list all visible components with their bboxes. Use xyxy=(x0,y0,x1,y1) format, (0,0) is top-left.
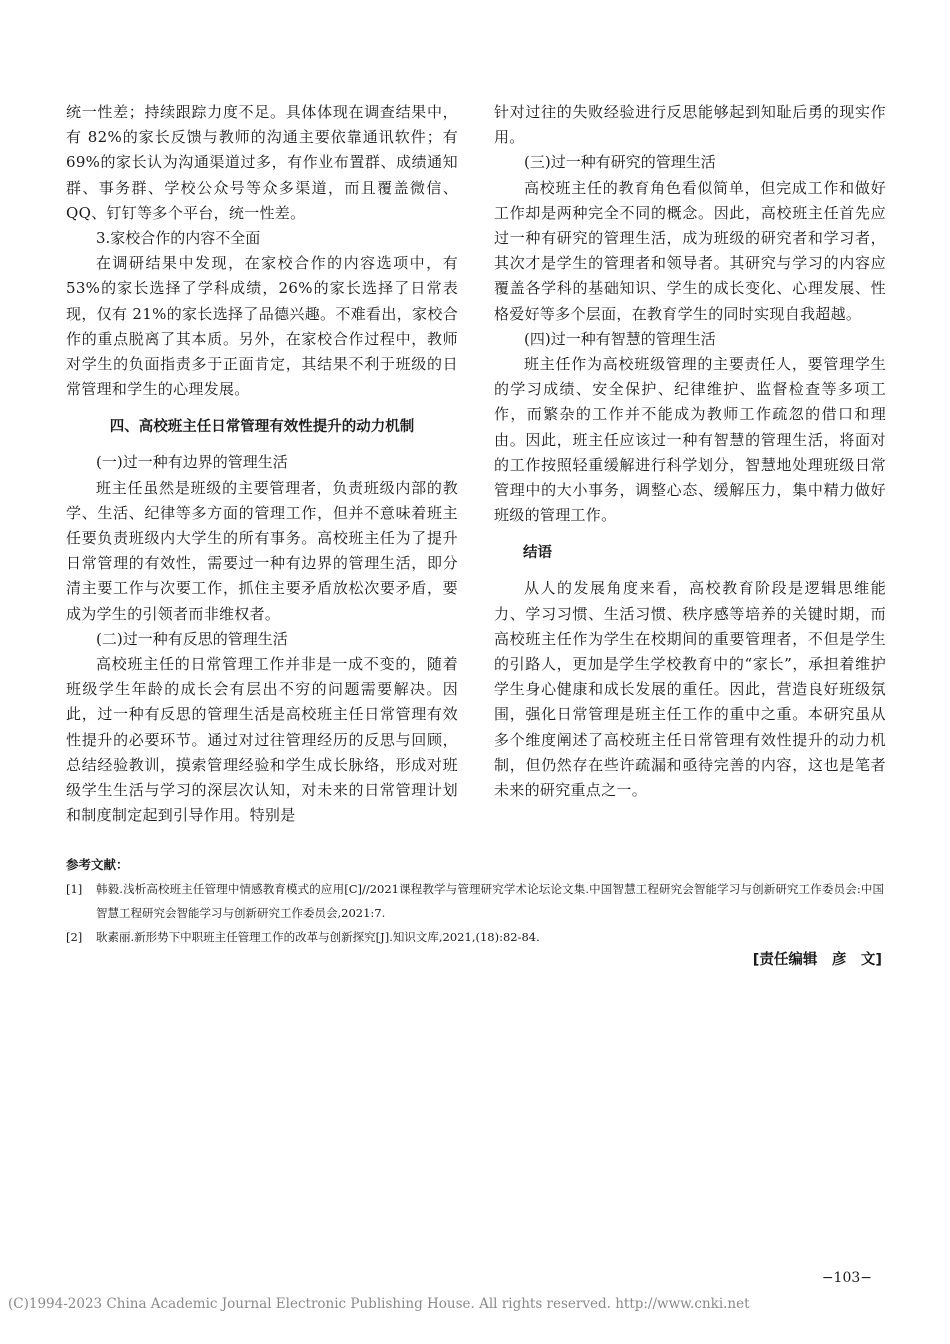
paragraph-continued: 统一性差；持续跟踪力度不足。具体体现在调查结果中，有 82%的家长反馈与教师的沟通主要依靠通讯软件；有 69%的家长认为沟通渠道过多，有作业布置群、成绩通知群、事务群、学校公众号等众多渠道，而且覆盖微信、QQ、钉钉等多个平台，统一性差。 xyxy=(66,103,458,222)
paragraph-research: 高校班主任的教育角色看似简单，但完成工作和做好工作却是两种完全不同的概念。因此，高校班主任首先应过一种有研究的管理生活，成为班级的研究者和学习者，其次才是学生的管理者和领导者。其研究与学习的内容应覆盖各学科的基础知识、学生的成长变化、心理发展、性格爱好等多个层面，在教育学生的同时实现自我超越。 xyxy=(494,178,886,323)
subheading-wisdom: (四)过一种有智慧的管理生活 xyxy=(524,329,716,348)
copyright-footer: (C)1994-2023 China Academic Journal Electronic Publishing House. All rights reserved. http://www.cnki.net xyxy=(8,1296,750,1312)
reference-number: [2] xyxy=(66,930,83,944)
subheading-content-incomplete: 3.家校合作的内容不全面 xyxy=(96,229,261,248)
paragraph-boundary: 班主任虽然是班级的主要管理者，负责班级内部的教学、生活、纪律等多方面的管理工作，但并不意味着班主任要负责班级内大学生的所有事务。高校班主任为了提升日常管理的有效性，需要过一种有边界的管理生活，即分清主要工作与次要工作，抓住主要矛盾放松次要矛盾，要成为学生的引领者而非维权者。 xyxy=(66,478,458,623)
reference-item xyxy=(66,877,884,925)
subheading-boundary: (一)过一种有边界的管理生活 xyxy=(96,453,288,472)
subheading-research: (三)过一种有研究的管理生活 xyxy=(524,153,716,172)
reference-number: [1] xyxy=(66,882,83,896)
paragraph-content-incomplete: 在调研结果中发现，在家校合作的内容选项中，有 53%的家长选择了学科成绩，26%的家长选择了日常表现，仅有 21%的家长选择了品德兴趣。不难看出，家校合作的重点脱离了其本质。另外，在家校合作过程中，教师对学生的负面指责多于正面肯定，其结果不利于班级的日常管理和学生的心理发展。 xyxy=(66,254,458,399)
paragraph-conclusion: 从人的发展角度来看，高校教育阶段是逻辑思维能力、学习习惯、生活习惯、秩序感等培养的关键时期，而高校班主任作为学生在校期间的重要管理者，不但是学生的引路人，更加是学生学校教育中的“家长”，承担着维护学生身心健康和成长发展的重任。因此，营造良好班级氛围，强化日常管理是班主任工作的重中之重。本研究虽从多个维度阐述了高校班主任日常管理有效性提升的动力机制，但仍然存在些许疏漏和亟待完善的内容，这也是笔者未来的研究重点之一。 xyxy=(494,579,886,800)
right-column xyxy=(494,100,886,803)
reference-item xyxy=(66,925,884,949)
section-heading-4: 四、高校班主任日常管理有效性提升的动力机制 xyxy=(109,419,415,436)
left-column xyxy=(66,100,458,828)
paragraph-reflection: 高校班主任的日常管理工作并非是一成不变的，随着班级学生年龄的成长会有层出不穷的问题需要解决。因此，过一种有反思的管理生活是高校班主任日常管理有效性提升的必要环节。通过对过往管理经历的反思与回顾，总结经验教训，摸索管理经验和学生成长脉络，形成对班级学生生活与学习的深层次认知，对未来的日常管理计划和制度制定起到引导作用。特别是 xyxy=(66,655,458,825)
references xyxy=(66,855,884,949)
page-number: −103− xyxy=(821,1270,872,1286)
paragraph-wisdom: 班主任作为高校班级管理的主要责任人，要管理学生的学习成绩、安全保护、纪律维护、监督检查等多项工作，而繁杂的工作并不能成为教师工作疏忽的借口和理由。因此，班主任应该过一种有智慧的管理生活，将面对的工作按照轻重缓解进行科学划分，智慧地处理班级日常管理中的大小事务，调整心态、缓解压力，集中精力做好班级的管理工作。 xyxy=(494,355,886,525)
subheading-reflection: (二)过一种有反思的管理生活 xyxy=(96,629,288,648)
reference-text: 耿素丽.新形势下中职班主任管理工作的改革与创新探究[J].知识文库,2021,(18):82-84. xyxy=(96,930,540,944)
paragraph-continued-right: 针对过往的失败经验进行反思能够起到知耻后勇的现实作用。 xyxy=(494,103,886,147)
reference-text: 韩毅.浅析高校班主任管理中情感教育模式的应用[C]//2021课程教学与管理研究学术论坛论文集.中国智慧工程研究会智能学习与创新研究工作委员会:中国智慧工程研究会智能学习与创新研究工作委员会,2021:7. xyxy=(96,882,884,920)
references-title: 参考文献： xyxy=(66,857,129,872)
conclusion-heading: 结语 xyxy=(523,545,552,562)
responsible-editor: [责任编辑 彦 文] xyxy=(752,952,882,968)
